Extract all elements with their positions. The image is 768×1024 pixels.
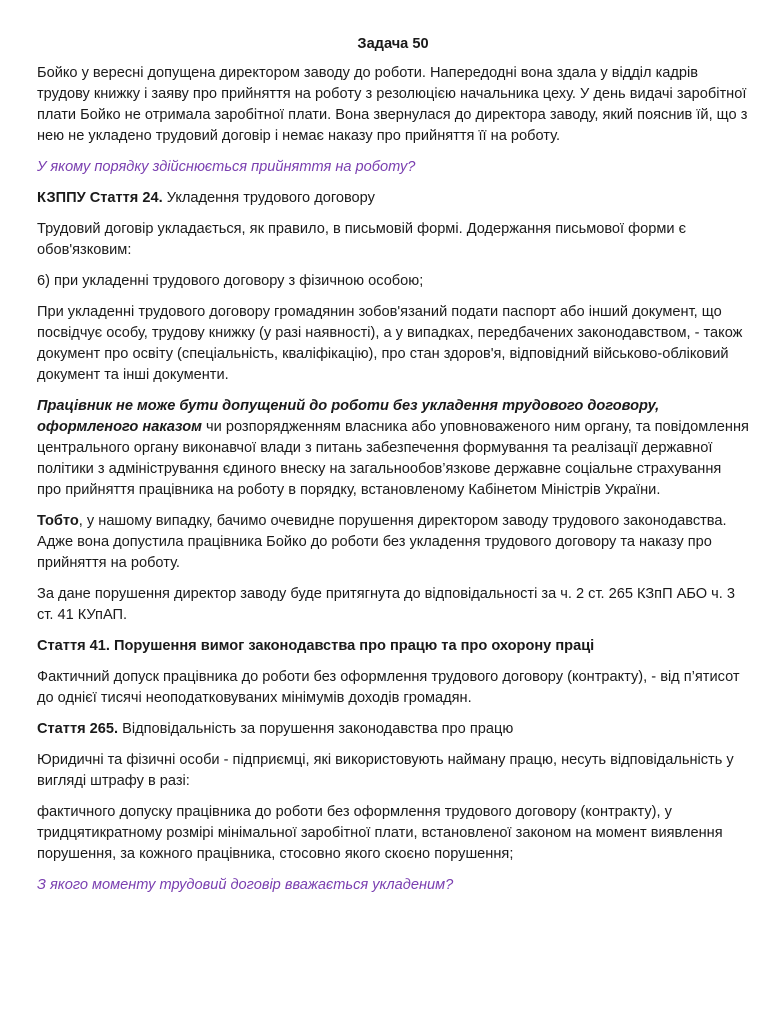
paragraph-item-6: 6) при укладенні трудового договору з фізичною особою; [37, 273, 424, 289]
paragraph-conclusion [37, 511, 749, 574]
question-2: З якого моменту трудовий договір вважається укладеним? [37, 877, 454, 893]
article-24-title: Укладення трудового договору [162, 190, 375, 206]
paragraph-liability: За дане порушення директор заводу буде притягнута до відповідальності за ч. 2 ст. 265 КЗпП АБО ч. 3 ст. 41 КУпАП. [37, 586, 736, 623]
article-24-heading [37, 188, 749, 209]
conclusion-rest: , у нашому випадку, бачимо очевидне порушення директором заводу трудового законодавства. Адже вона допустила працівника Бойко до роботи без укладення трудового договору та наказу про прийняття на роботу. [37, 513, 727, 571]
admission-rule-rest: чи розпорядженням власника або уповноваженого ним органу, та повідомлення центрального органу виконавчої влади з питань забезпечення формування та реалізації державної політики з адміністрування єдиного внеску на загальнообов’язкове державне соціальне страхування про прийняття працівника на роботу в порядку, встановленому Кабінетом Міністрів України. [37, 419, 749, 498]
paragraph-article-265-intro: Юридичні та фізичні особи - підприємці, які використовують найману працю, несуть відповідальність у вигляді штрафу в разі: [37, 752, 734, 789]
conclusion-lead: Тобто [37, 513, 79, 529]
article-41-heading [37, 636, 749, 657]
article-24-label: КЗППУ Стаття 24. [37, 190, 163, 206]
paragraph-admission-rule [37, 396, 749, 501]
task-description: Бойко у вересні допущена директором заводу до роботи. Напередодні вона здала у відділ кадрів трудову книжку і заяву про прийняття на роботу з резолюцією начальника цеху. У день видачі заробітної плати Бойко не отримала заробітної плати. Вона звернулася до директора заводу, який пояснив їй, що з нею не укладено трудовий договір і немає наказу про прийняття її на роботу. [37, 65, 748, 144]
paragraph-article-265-fine: фактичного допуску працівника до роботи без оформлення трудового договору (контракту), у тридцятикратному розмірі мінімальної заробітної плати, встановленої законом на момент виявлення порушення, за кожного працівника, стосовно якого скоєно порушення; [37, 804, 723, 862]
admission-rule-emphasis: Працівник не може бути допущений до роботи без укладення трудового договору, оформленого наказом [37, 398, 660, 435]
article-41-title: Стаття 41. Порушення вимог законодавства про працю та про охорону праці [37, 638, 595, 654]
document-page [37, 30, 749, 906]
article-265-heading [37, 719, 749, 740]
paragraph-written-form: Трудовий договір укладається, як правило, в письмовій формі. Додержання письмової форми є обов'язковим: [37, 221, 687, 258]
task-title: Задача 50 [357, 36, 429, 52]
article-265-title: Відповідальність за порушення законодавства про працю [118, 721, 514, 737]
paragraph-article-41: Фактичний допуск працівника до роботи без оформлення трудового договору (контракту), - від п’ятисот до однієї тисячі неоподатковуваних мінімумів доходів громадян. [37, 669, 740, 706]
paragraph-documents: При укладенні трудового договору громадянин зобов'язаний подати паспорт або інший документ, що посвідчує особу, трудову книжку (у разі наявності), а у випадках, передбачених законодавством, - також документ про освіту (спеціальність, кваліфікацію), про стан здоров'я, відповідний військово-обліковий документ та інші документи. [37, 304, 743, 383]
article-265-label: Стаття 265. [37, 721, 119, 737]
question-1: У якому порядку здійснюється прийняття на роботу? [37, 159, 416, 175]
